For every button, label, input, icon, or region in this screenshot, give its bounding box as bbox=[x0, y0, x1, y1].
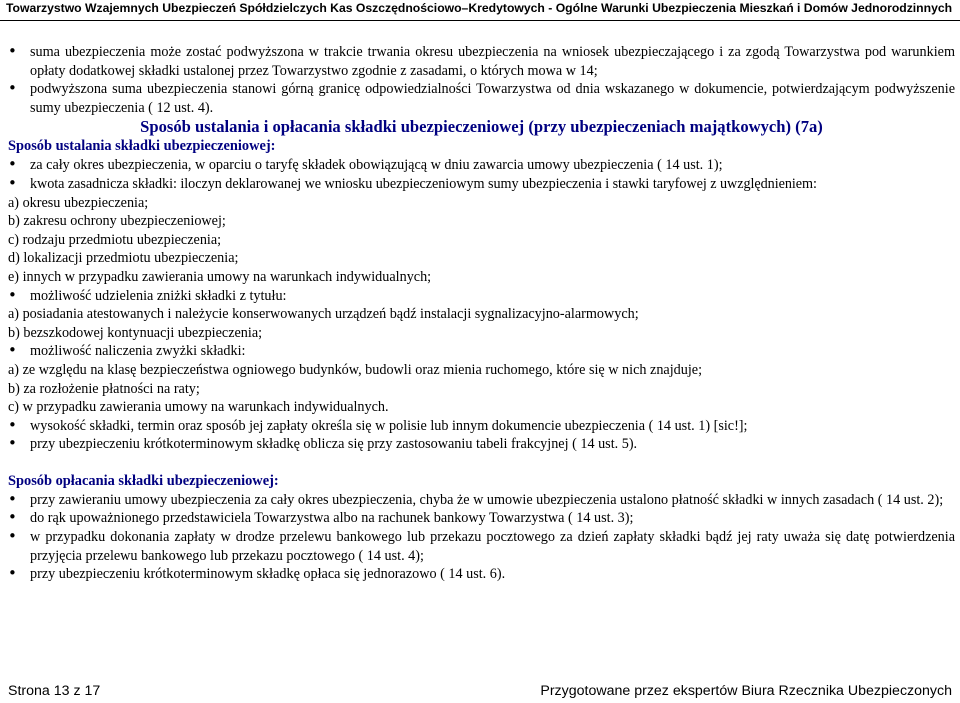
ustalania-bullet-1: • za cały okres ubezpieczenia, w oparciu o taryfę składek obowiązującą w dniu zawarcia umowy ubezpieczenia ( 14 ust. 1); bbox=[30, 157, 723, 174]
factor-d: d) lokalizacji przedmiotu ubezpieczenia; bbox=[8, 250, 239, 267]
list-item bbox=[8, 287, 955, 306]
document-header: Towarzystwo Wzajemnych Ubezpieczeń Spółdzielczych Kas Oszczędnościowo–Kredytowych - Ogólne Warunki Ubezpieczenia Mieszkań i Domów Jednorodzinnych bbox=[6, 1, 953, 15]
ustalania-bullet-2: • kwota zasadnicza składki: iloczyn deklarowanej we wniosku ubezpieczeniowym sumy ubezpieczenia i stawki taryfowej z uwzględnieniem: bbox=[30, 175, 817, 192]
surcharge-a: a) ze względu na klasę bezpieczeństwa ogniowego budynków, budowli oraz mienia ruchomego, które się w nich znajduje; bbox=[8, 361, 703, 378]
footer-credit: Przygotowane przez ekspertów Biura Rzecznika Ubezpieczonych bbox=[540, 683, 952, 699]
factor-a: a) okresu ubezpieczenia; bbox=[8, 194, 149, 211]
list-item bbox=[8, 417, 955, 436]
discount-b: b) bezszkodowej kontynuacji ubezpieczenia; bbox=[8, 324, 263, 341]
oplacania-bullet-4: • przy ubezpieczeniu krótkoterminowym składkę opłaca się jednorazowo ( 14 ust. 6). bbox=[30, 566, 506, 583]
section-title: Sposób ustalania i opłacania składki ubezpieczeniowej (przy ubezpieczeniach majątkowych) (7a) bbox=[140, 117, 823, 137]
intro-bullet-1: • suma ubezpieczenia może zostać podwyższona w trakcie trwania okresu ubezpieczenia na wniosek ubezpieczającego i za zgodą Towarzystwa pod warunkiem opłaty dodatkowej składki ustalonej przez Towarzystwo zgodnie z zasadami, o których mowa w 14; bbox=[30, 44, 955, 79]
page-number: Strona 13 z 17 bbox=[8, 683, 101, 699]
list-item bbox=[8, 565, 955, 584]
list-item bbox=[8, 528, 955, 565]
spacer bbox=[8, 454, 955, 472]
discount-a: a) posiadania atestowanych i należycie konserwowanych urządzeń bądź instalacji sygnalizacyjno-alarmowych; bbox=[8, 306, 639, 323]
list-item bbox=[8, 491, 955, 510]
list-item bbox=[8, 175, 955, 194]
final-bullet-2: • przy ubezpieczeniu krótkoterminowym składkę oblicza się przy zastosowaniu tabeli frakcyjnej ( 14 ust. 5). bbox=[30, 436, 638, 453]
oplacania-bullet-3: • w przypadku dokonania zapłaty w drodze przelewu bankowego lub przekazu pocztowego za dzień zapłaty składki bądź jej raty uważa się datę potwierdzenia przyjęcia przelewu bankowego lub przekazu pocztowego ( 14 ust. 4); bbox=[30, 529, 955, 564]
ustalania-heading: Sposób ustalania składki ubezpieczeniowej: bbox=[8, 138, 276, 155]
list-item bbox=[8, 80, 955, 117]
factor-b: b) zakresu ochrony ubezpieczeniowej; bbox=[8, 213, 226, 230]
surcharge-b: b) za rozłożenie płatności na raty; bbox=[8, 380, 200, 397]
document-body bbox=[8, 43, 955, 584]
factor-e: e) innych w przypadku zawierania umowy na warunkach indywidualnych; bbox=[8, 268, 432, 285]
header-divider bbox=[0, 20, 960, 21]
final-bullet-1: • wysokość składki, termin oraz sposób jej zapłaty określa się w polisie lub innym dokumencie ubezpieczenia ( 14 ust. 1) [sic!]; bbox=[30, 417, 748, 434]
oplacania-heading: Sposób opłacania składki ubezpieczeniowej: bbox=[8, 472, 279, 489]
list-item bbox=[8, 435, 955, 454]
surcharge-c: c) w przypadku zawierania umowy na warunkach indywidualnych. bbox=[8, 399, 389, 416]
list-item bbox=[8, 156, 955, 175]
list-item bbox=[8, 509, 955, 528]
discount-bullet: • możliwość udzielenia zniżki składki z tytułu: bbox=[30, 287, 287, 304]
factor-c: c) rodzaju przedmiotu ubezpieczenia; bbox=[8, 231, 222, 248]
list-item bbox=[8, 43, 955, 80]
oplacania-bullet-1: • przy zawieraniu umowy ubezpieczenia za cały okres ubezpieczenia, chyba że w umowie ubezpieczenia ustalono płatność składki w innych zasadach ( 14 ust. 2); bbox=[30, 491, 944, 508]
oplacania-bullet-2: • do rąk upoważnionego przedstawiciela Towarzystwa albo na rachunek bankowy Towarzystwa ( 14 ust. 3); bbox=[30, 510, 634, 527]
intro-bullet-2: • podwyższona suma ubezpieczenia stanowi górną granicę odpowiedzialności Towarzystwa od dnia wskazanego w dokumencie, potwierdzającym podwyższenie sumy ubezpieczenia ( 12 ust. 4). bbox=[30, 81, 955, 116]
surcharge-bullet: • możliwość naliczenia zwyżki składki: bbox=[30, 343, 246, 360]
list-item bbox=[8, 342, 955, 361]
